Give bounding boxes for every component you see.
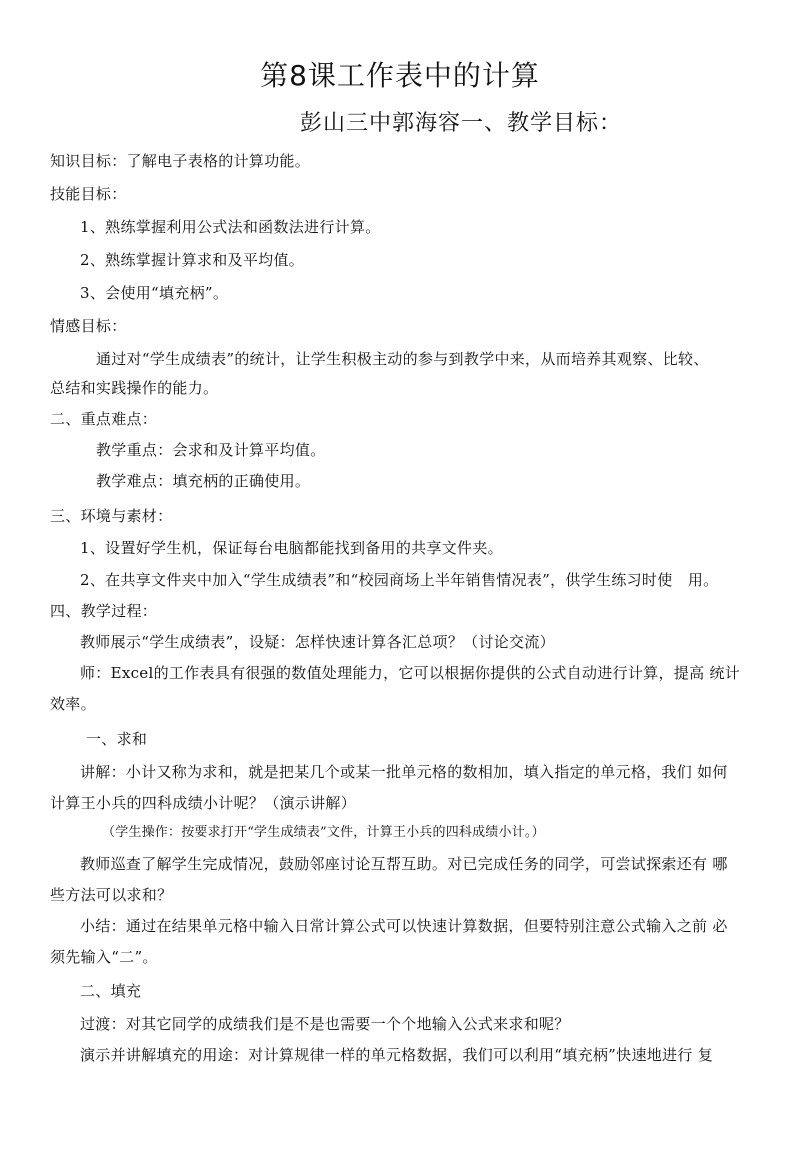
teacher-tour-line-2: 些方法可以求和？ [50, 886, 173, 904]
process-heading: 四、教学过程： [50, 602, 158, 620]
sum-explain-line-2: 计算王小兵的四科成绩小计呢？（演示讲解） [50, 794, 357, 812]
document-title: 第8课工作表中的计算 [260, 59, 540, 92]
fill-demo-line: 演示并讲解填充的用途：对计算规律一样的单元格数据，我们可以利用“填充柄”快速地进行 复 [80, 1046, 714, 1064]
teaching-focus-line: 教学重点：会求和及计算平均值。 [96, 441, 326, 459]
document-subtitle: 彭山三中郭海容一、教学目标： [300, 111, 623, 136]
key-points-heading: 二、重点难点： [50, 410, 158, 428]
teacher-tour-line-1: 教师巡查了解学生完成情况，鼓励邻座讨论互帮互助。对已完成任务的同学，可尝试探索还有 哪 [80, 855, 728, 873]
summary-line-2: 须先输入“二”。 [50, 948, 158, 966]
fill-section-heading: 二、填充 [80, 982, 142, 1000]
teacher-excel-line-2: 效率。 [50, 695, 96, 713]
skill-goal-item-1: 1、熟练掌握利用公式法和函数法进行计算。 [80, 218, 381, 236]
emotion-goal-text-1: 通过对“学生成绩表”的统计，让学生积极主动的参与到教学中来，从而培养其观察、比较、 [96, 350, 709, 368]
environment-item-1: 1、设置好学生机，保证每台电脑都能找到备用的共享文件夹。 [80, 539, 503, 557]
summary-line-1: 小结：通过在结果单元格中输入日常计算公式可以快速计算数据，但要特别注意公式输入之前 必 [80, 917, 728, 935]
skill-goal-item-2: 2、熟练掌握计算求和及平均值。 [80, 251, 305, 269]
environment-heading: 三、环境与素材： [50, 507, 173, 525]
emotion-goal-heading: 情感目标： [50, 317, 127, 335]
skill-goal-heading: 技能目标： [50, 185, 127, 203]
sum-section-heading: 一、求和 [86, 730, 148, 748]
process-intro-line: 教师展示“学生成绩表”，设疑：怎样快速计算各汇总项？（讨论交流） [80, 633, 555, 651]
teaching-difficulty-line: 教学难点：填充柄的正确使用。 [96, 472, 311, 490]
knowledge-goal-line: 知识目标：了解电子表格的计算功能。 [50, 152, 311, 170]
environment-item-2: 2、在共享文件夹中加入“学生成绩表”和“校园商场上半年销售情况表”，供学生练习时使 用。 [80, 571, 719, 589]
sum-explain-line-1: 讲解：小计又称为求和，就是把某几个或某一批单元格的数相加，填入指定的单元格，我们 如何 [80, 763, 728, 781]
teacher-excel-line-1: 师：Excel的工作表具有很强的数值处理能力，它可以根据你提供的公式自动进行计算，提高 统计 [80, 664, 741, 682]
transition-line: 过渡：对其它同学的成绩我们是不是也需要一个个地输入公式来求和呢？ [80, 1015, 570, 1033]
skill-goal-item-3: 3、会使用“填充柄”。 [80, 284, 229, 302]
emotion-goal-text-2: 总结和实践操作的能力。 [50, 379, 219, 397]
student-operation-note: （学生操作：按要求打开“学生成绩表”文件，计算王小兵的四科成绩小计。） [102, 825, 545, 840]
